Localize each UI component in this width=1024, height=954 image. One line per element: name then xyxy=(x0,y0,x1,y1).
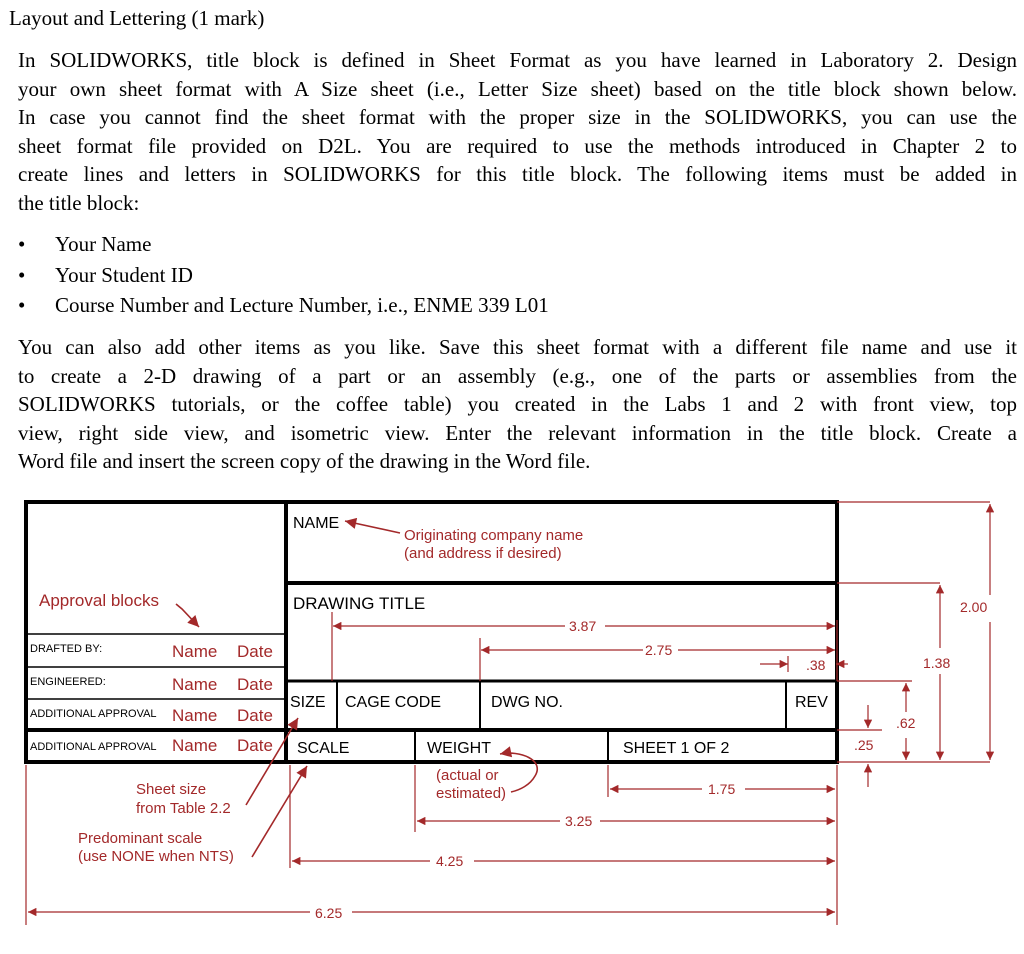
para-line: Word file and insert the screen copy of the drawing in the Word file. xyxy=(18,449,591,473)
name-placeholder: Name xyxy=(172,642,218,661)
predominant-scale-note: (use NONE when NTS) xyxy=(78,848,234,865)
para-line: view, right side view, and isometric view. Enter the relevant information in the title block. Create a xyxy=(18,420,1017,445)
bullet-icon: • xyxy=(18,293,26,317)
weight-label: WEIGHT xyxy=(427,740,491,757)
list-item xyxy=(18,261,549,292)
originating-address-note: (and address if desired) xyxy=(404,545,562,562)
dwg-no-label: DWG NO. xyxy=(491,694,563,711)
dim-value: .62 xyxy=(896,715,916,731)
bullet-icon: • xyxy=(18,262,26,287)
sheet-size-note: Sheet size xyxy=(136,781,207,798)
date-placeholder: Date xyxy=(237,642,273,661)
engineered-label: ENGINEERED: xyxy=(30,676,106,688)
dim-value: 1.38 xyxy=(923,655,951,671)
predominant-scale-note: Predominant scale xyxy=(78,830,203,847)
list-item xyxy=(18,230,549,261)
list-item-text: Your Student ID xyxy=(55,262,193,287)
weight-note: estimated) xyxy=(436,785,507,802)
date-placeholder: Date xyxy=(237,706,273,725)
dim-value: 6.25 xyxy=(315,905,343,921)
para-line: sheet format file provided on D2L. You are required to use the methods introduced in Chapter 2 to xyxy=(18,133,1017,158)
drafted-by-label: DRAFTED BY: xyxy=(30,643,103,655)
para-line: create lines and letters in SOLIDWORKS for this title block. The following items must be added in xyxy=(18,162,1017,186)
para-line: SOLIDWORKS tutorials, or the coffee table) you created in the Labs 1 and 2 with front view, top xyxy=(18,392,1017,416)
bullet-icon: • xyxy=(18,232,26,256)
heading: Layout and Lettering (1 mark) xyxy=(9,6,265,30)
size-label: SIZE xyxy=(290,694,326,711)
paragraph-intro xyxy=(18,46,1017,217)
dim-value: 2.00 xyxy=(960,599,988,615)
title-block-figure xyxy=(0,490,1024,940)
list-item-text: Course Number and Lecture Number, i.e., ENME 339 L01 xyxy=(55,293,549,317)
additional-approval-label: ADDITIONAL APPROVAL xyxy=(30,708,157,720)
requirements-list xyxy=(18,230,549,322)
dim-value: 3.25 xyxy=(565,813,593,829)
drawing-title-label: DRAWING TITLE xyxy=(293,594,426,613)
dim-value: .38 xyxy=(806,657,826,673)
sheet-size-note: from Table 2.2 xyxy=(136,800,231,817)
para-line: You can also add other items as you like. Save this sheet format with a different file name and use it xyxy=(18,335,1017,359)
name-label: NAME xyxy=(293,515,340,532)
dim-value: 3.87 xyxy=(569,618,597,634)
name-placeholder: Name xyxy=(172,736,218,755)
dim-value: 4.25 xyxy=(436,853,464,869)
dim-value: 2.75 xyxy=(645,642,673,658)
date-placeholder: Date xyxy=(237,736,273,755)
list-item xyxy=(18,291,549,322)
approval-blocks-note: Approval blocks xyxy=(39,591,160,610)
originating-company-note: Originating company name xyxy=(404,527,584,544)
date-placeholder: Date xyxy=(237,675,273,694)
name-placeholder: Name xyxy=(172,706,218,725)
additional-approval-label: ADDITIONAL APPROVAL xyxy=(30,741,157,753)
dim-value: 1.75 xyxy=(708,781,736,797)
para-line: the title block: xyxy=(18,190,140,215)
dim-value: .25 xyxy=(854,737,874,753)
scale-label: SCALE xyxy=(297,740,350,757)
cage-code-label: CAGE CODE xyxy=(345,694,442,711)
para-line: your own sheet format with A Size sheet (i.e., Letter Size sheet) based on the title block shown below. xyxy=(18,76,1017,101)
rev-label: REV xyxy=(795,694,828,711)
weight-note: (actual or xyxy=(436,767,499,784)
para-line: In SOLIDWORKS, title block is defined in Sheet Format as you have learned in Laboratory 2. Design xyxy=(18,48,1017,72)
name-placeholder: Name xyxy=(172,675,218,694)
para-line: to create a 2-D drawing of a part or an assembly (e.g., one of the parts or assemblies from the xyxy=(18,363,1017,388)
list-item-text: Your Name xyxy=(55,232,152,256)
paragraph-instructions xyxy=(18,333,1017,476)
para-line: In case you cannot find the sheet format with the proper size in the SOLIDWORKS, you can use the xyxy=(18,105,1017,129)
sheet-label: SHEET 1 OF 2 xyxy=(623,740,730,757)
